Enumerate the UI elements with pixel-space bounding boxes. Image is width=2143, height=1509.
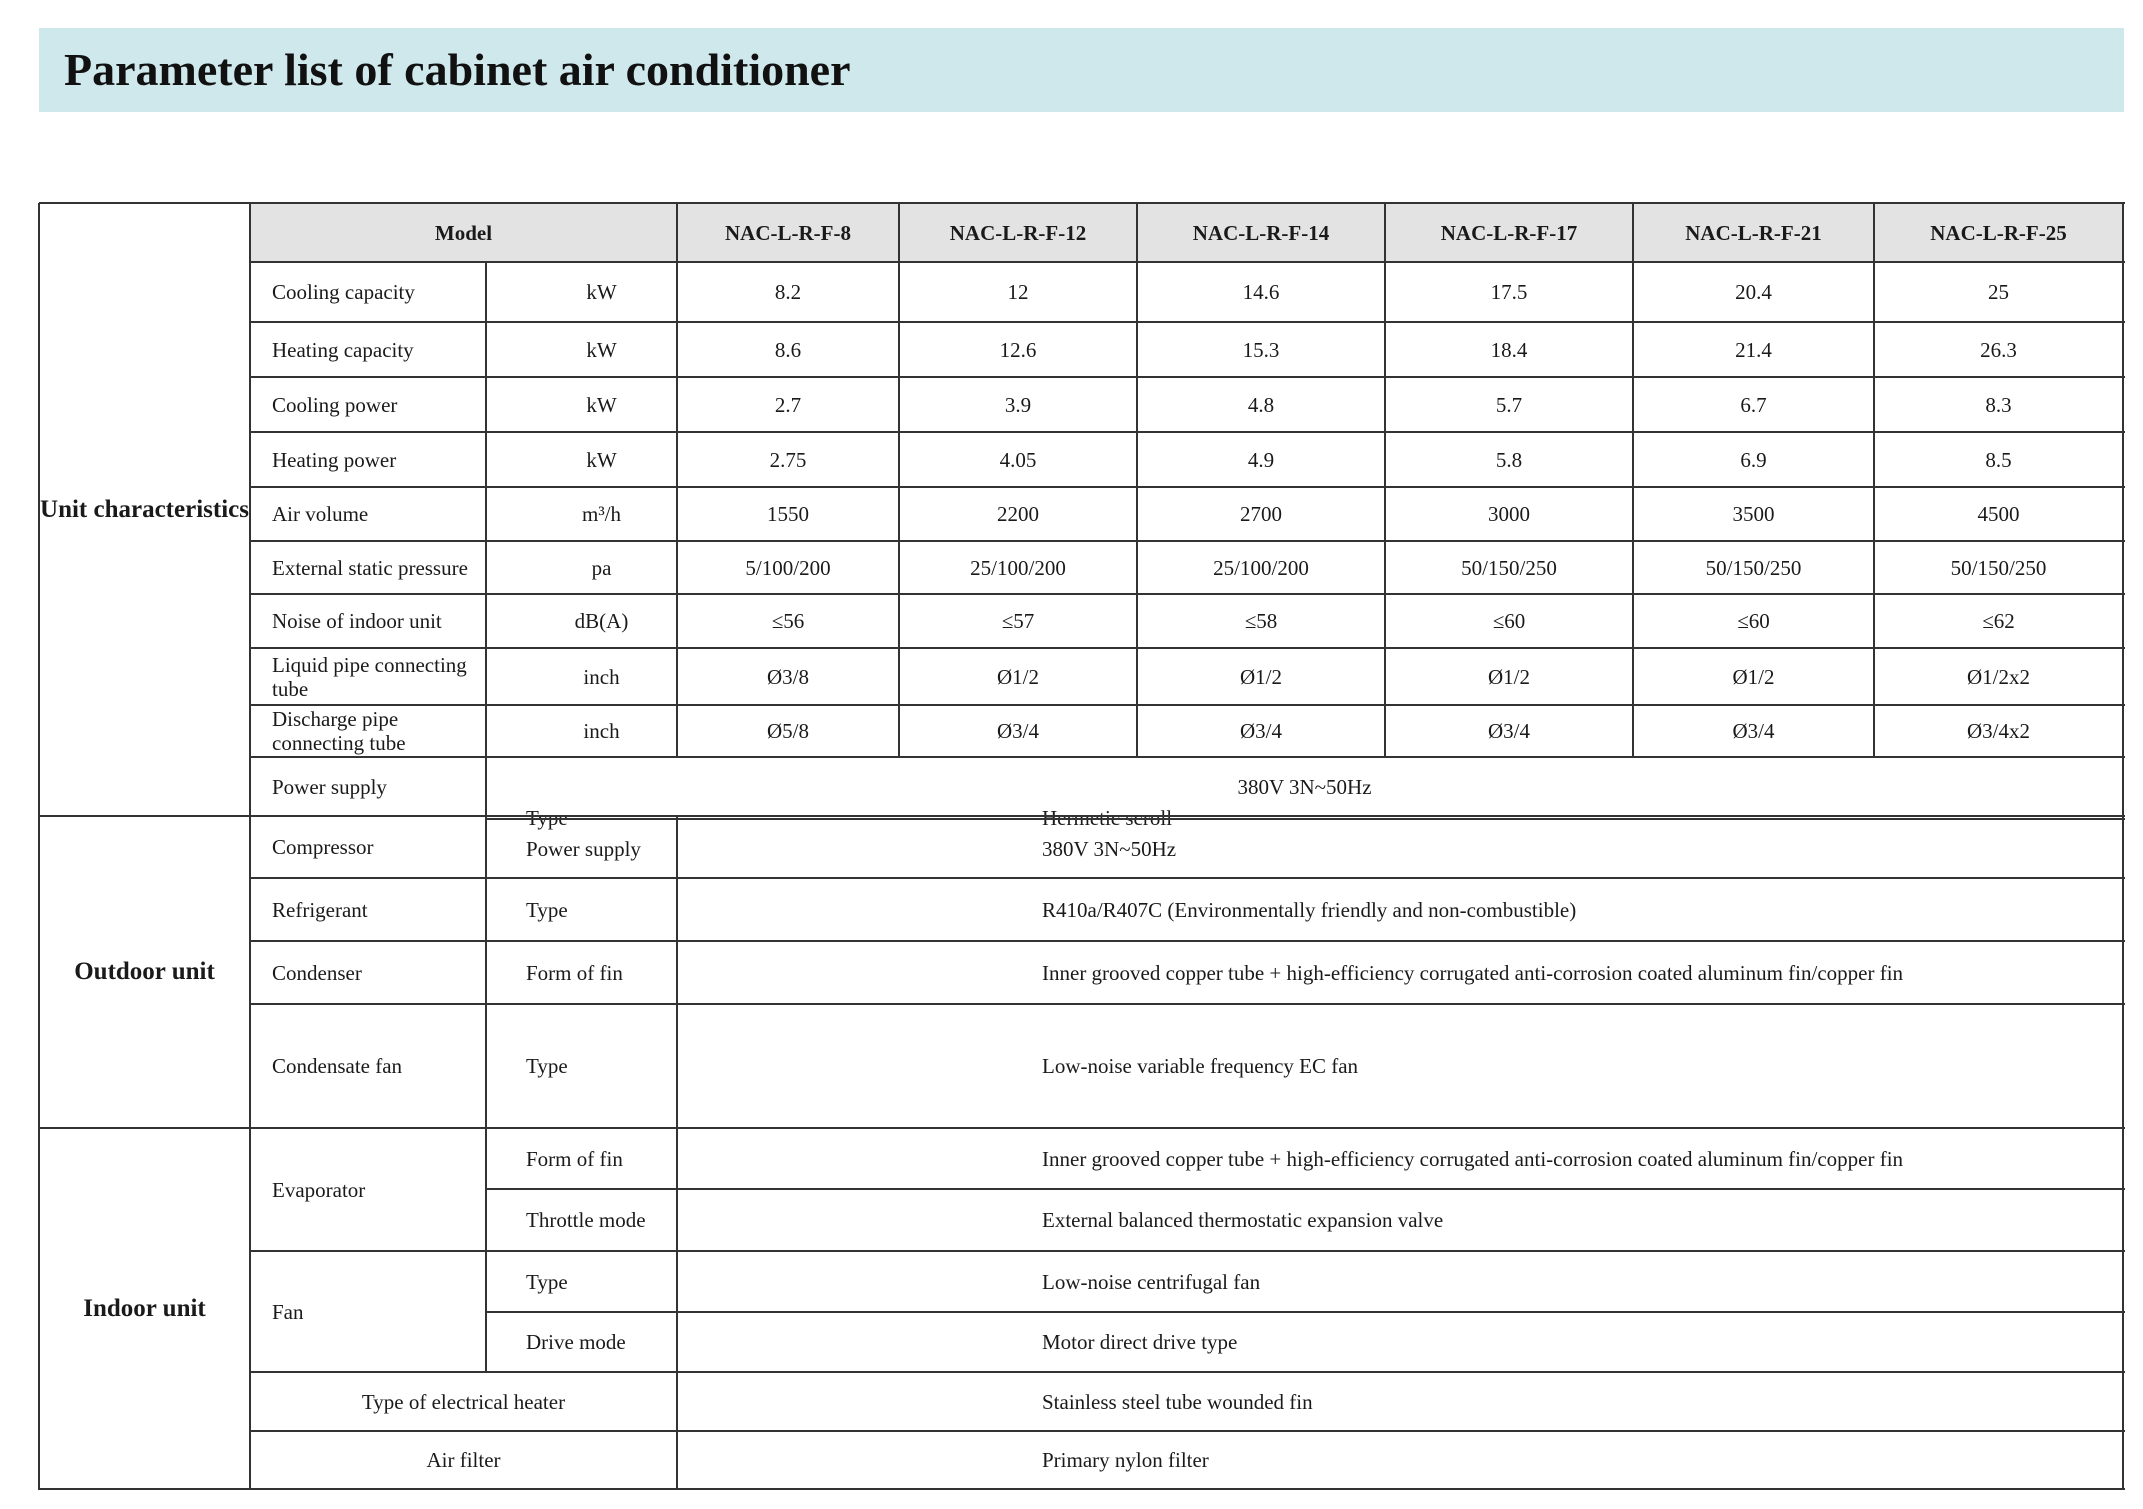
value-cell-text: 2.75: [769, 447, 807, 472]
section-unit-characteristics-text: Unit characteristics: [40, 495, 249, 523]
value-cell-text: ≤62: [1982, 609, 2015, 633]
refrigerant-type-label: [486, 878, 677, 941]
value-cell: [1385, 541, 1633, 594]
value-cell: [1874, 377, 2123, 432]
grid-line: [250, 940, 2125, 942]
grid-line: [1384, 203, 1386, 758]
model-column-header: [1137, 203, 1385, 262]
evaporator-fin-label: [486, 1128, 677, 1189]
param-label: [250, 594, 486, 648]
value-cell: [1874, 541, 2123, 594]
param-label-text: Liquid pipe connecting tube: [272, 652, 467, 701]
value-cell-text: 4.9: [1247, 447, 1275, 472]
filter-label-text: Air filter: [426, 1448, 501, 1472]
value-cell: [1633, 262, 1874, 322]
condenser-label: [250, 941, 486, 1004]
value-cell: [1874, 262, 2123, 322]
value-cell: [1137, 541, 1385, 594]
compressor-power-value-text: 380V 3N~50Hz: [1042, 836, 1177, 861]
param-label-text: Heating power: [272, 447, 397, 472]
param-label-text: Cooling power: [272, 392, 398, 417]
grid-line: [486, 1188, 2125, 1190]
unit-label-text: kW: [586, 280, 617, 304]
condensate-fan-type-value: [677, 1004, 2123, 1128]
unit-label-text: kW: [586, 337, 617, 362]
section-outdoor-unit-text: Outdoor unit: [74, 958, 215, 985]
compressor-power-label-text: Power supply: [526, 836, 641, 861]
value-cell: [1874, 432, 2123, 487]
condenser-fin-value: [677, 941, 2123, 1004]
refrigerant-type-value: [677, 878, 2123, 941]
model-header: [250, 203, 677, 262]
value-cell-text: 21.4: [1735, 337, 1772, 362]
param-label-text: Discharge pipe connecting tube: [272, 707, 406, 755]
value-cell-text: 8.2: [774, 280, 802, 304]
unit-label: [486, 322, 677, 377]
value-cell-text: Ø3/4: [1240, 719, 1282, 743]
power-supply-label: [250, 757, 486, 816]
value-cell: [677, 377, 899, 432]
refrigerant-label: [250, 878, 486, 941]
value-cell: [1633, 594, 1874, 648]
grid-line: [249, 203, 251, 1490]
grid-line: [676, 816, 678, 1129]
value-cell-text: 5.7: [1495, 392, 1523, 417]
grid-line: [250, 647, 2125, 649]
value-cell-text: 2.7: [774, 392, 802, 417]
grid-line: [676, 1128, 678, 1490]
value-cell: [1874, 487, 2123, 541]
heater-value-text: Stainless steel tube wounded fin: [1042, 1389, 1313, 1414]
unit-label: [486, 432, 677, 487]
value-cell-text: Ø3/4x2: [1967, 719, 2030, 743]
value-cell-text: 4.8: [1247, 392, 1275, 417]
value-cell: [1137, 377, 1385, 432]
unit-label: [486, 705, 677, 757]
model-column-header-text: NAC-L-R-F-25: [1930, 220, 2067, 245]
param-label-text: Cooling capacity: [272, 280, 415, 304]
value-cell: [899, 322, 1137, 377]
model-column-header: [1633, 203, 1874, 262]
model-column-header-text: NAC-L-R-F-21: [1685, 220, 1822, 245]
value-cell-text: ≤57: [1001, 609, 1035, 633]
page-title: Parameter list of cabinet air conditioner: [64, 44, 851, 95]
unit-label-text: kW: [586, 447, 617, 472]
evaporator-throttle-value-text: External balanced thermostatic expansion valve: [1042, 1208, 1444, 1232]
grid-line: [250, 593, 2125, 595]
fan-type-value-text: Low-noise centrifugal fan: [1042, 1269, 1261, 1294]
grid-line: [250, 321, 2125, 323]
evaporator-fin-label-text: Form of fin: [526, 1146, 623, 1171]
value-cell-text: Ø1/2x2: [1967, 664, 2030, 689]
value-cell: [899, 594, 1137, 648]
unit-label: [486, 594, 677, 648]
unit-label: [486, 262, 677, 322]
value-cell: [899, 487, 1137, 541]
value-cell-text: Ø1/2: [997, 664, 1039, 689]
condenser-label-text: Condenser: [272, 960, 362, 985]
model-column-header-text: NAC-L-R-F-8: [725, 220, 851, 245]
value-cell: [1137, 432, 1385, 487]
model-column-header: [899, 203, 1137, 262]
value-cell-text: 25: [1988, 280, 2009, 304]
value-cell: [677, 705, 899, 757]
value-cell: [1385, 648, 1633, 705]
value-cell-text: 15.3: [1242, 337, 1280, 362]
value-cell: [1633, 541, 1874, 594]
value-cell-text: 8.6: [774, 337, 802, 362]
value-cell: [1137, 262, 1385, 322]
value-cell-text: ≤60: [1737, 609, 1770, 633]
value-cell-text: ≤56: [771, 609, 805, 633]
value-cell: [899, 648, 1137, 705]
value-cell: [1137, 648, 1385, 705]
unit-label-text: m³/h: [582, 502, 621, 526]
value-cell: [1633, 377, 1874, 432]
param-label: [250, 262, 486, 322]
grid-line: [676, 203, 678, 758]
refrigerant-type-value-text: R410a/R407C (Environmentally friendly and non-combustible): [1042, 897, 1577, 922]
unit-label-text: kW: [586, 392, 617, 417]
value-cell: [677, 541, 899, 594]
value-cell-text: Ø3/4: [997, 719, 1039, 743]
value-cell-text: 5/100/200: [745, 555, 831, 580]
value-cell: [1874, 322, 2123, 377]
condensate-fan-type-label: [486, 1004, 677, 1128]
value-cell-text: 26.3: [1980, 337, 2017, 362]
power-supply-value: [486, 757, 2123, 816]
value-cell-text: 50/150/250: [1950, 555, 2047, 580]
value-cell: [1874, 594, 2123, 648]
value-cell: [1385, 705, 1633, 757]
grid-line: [250, 376, 2125, 378]
evaporator-throttle-value: [677, 1189, 2123, 1251]
value-cell-text: 4500: [1977, 502, 2020, 526]
value-cell-text: 50/150/250: [1461, 555, 1557, 580]
value-cell: [1385, 594, 1633, 648]
grid-line: [486, 818, 2125, 820]
model-column-header-text: NAC-L-R-F-12: [949, 220, 1087, 245]
value-cell: [1137, 705, 1385, 757]
heater-label-text: Type of electrical heater: [361, 1389, 566, 1414]
grid-line: [1632, 203, 1634, 758]
evaporator-throttle-label-text: Throttle mode: [526, 1208, 646, 1232]
value-cell-text: Ø5/8: [767, 719, 809, 743]
value-cell: [677, 594, 899, 648]
param-label-text: External static pressure: [272, 555, 468, 580]
value-cell-text: Ø1/2: [1732, 664, 1775, 689]
value-cell-text: 1550: [767, 502, 809, 526]
section-outdoor-unit: [39, 816, 250, 1128]
grid-line: [250, 704, 2125, 706]
value-cell-text: 6.7: [1740, 392, 1767, 417]
value-cell: [677, 487, 899, 541]
grid-line: [250, 540, 2125, 542]
value-cell: [899, 377, 1137, 432]
fan-drive-label-text: Drive mode: [526, 1330, 626, 1354]
model-column-header: [1385, 203, 1633, 262]
value-cell-text: 8.5: [1985, 447, 2012, 472]
value-cell-text: 20.4: [1735, 280, 1772, 304]
unit-label: [486, 648, 677, 705]
value-cell: [1385, 377, 1633, 432]
grid-line: [250, 877, 2125, 879]
value-cell: [899, 432, 1137, 487]
value-cell: [1137, 322, 1385, 377]
section-unit-characteristics: [39, 203, 250, 816]
value-cell: [899, 262, 1137, 322]
value-cell-text: 2200: [997, 502, 1039, 526]
evaporator-fin-value-text: Inner grooved copper tube + high-efficiency corrugated anti-corrosion coated aluminum fin/copper fin: [1042, 1146, 1904, 1171]
param-label-text: Air volume: [272, 502, 369, 526]
param-label: [250, 648, 486, 705]
filter-value: [677, 1431, 2123, 1489]
value-cell: [1385, 322, 1633, 377]
power-supply-value-text: 380V 3N~50Hz: [1237, 774, 1372, 799]
fan-label: [250, 1251, 486, 1372]
value-cell: [1385, 262, 1633, 322]
value-cell: [677, 322, 899, 377]
value-cell-text: 14.6: [1242, 280, 1280, 304]
filter-value-text: Primary nylon filter: [1042, 1448, 1209, 1472]
param-label-text: Noise of indoor unit: [272, 609, 442, 633]
param-label: [250, 487, 486, 541]
grid-line: [898, 203, 900, 758]
model-column-header: [677, 203, 899, 262]
grid-line: [250, 1430, 2125, 1432]
value-cell-text: 3.9: [1004, 392, 1032, 417]
value-cell-text: 6.9: [1740, 447, 1767, 472]
value-cell: [1874, 705, 2123, 757]
param-label: [250, 377, 486, 432]
param-label: [250, 322, 486, 377]
grid-line: [250, 1003, 2125, 1005]
value-cell-text: ≤58: [1244, 609, 1278, 633]
model-header-text: Model: [434, 220, 493, 245]
value-cell: [677, 432, 899, 487]
value-cell-text: 17.5: [1490, 280, 1528, 304]
refrigerant-type-label-text: Type: [526, 897, 568, 922]
param-label: [250, 432, 486, 487]
grid-line: [1873, 203, 1875, 758]
fan-type-value: [677, 1251, 2123, 1312]
unit-label-text: inch: [583, 664, 620, 689]
value-cell-text: Ø3/4: [1732, 719, 1775, 743]
param-label: [250, 541, 486, 594]
value-cell: [677, 648, 899, 705]
grid-line: [486, 1311, 2125, 1313]
heater-value: [677, 1372, 2123, 1431]
grid-line: [39, 202, 2125, 204]
model-column-header: [1874, 203, 2123, 262]
evaporator-label-text: Evaporator: [272, 1177, 366, 1202]
fan-drive-value-text: Motor direct drive type: [1042, 1330, 1238, 1354]
grid-line: [250, 261, 2125, 263]
value-cell: [1633, 432, 1874, 487]
evaporator-fin-value: [677, 1128, 2123, 1189]
model-column-header-text: NAC-L-R-F-14: [1192, 220, 1330, 245]
grid-line: [250, 1371, 2125, 1373]
value-cell-text: 25/100/200: [1213, 555, 1309, 580]
value-cell-text: Ø1/2: [1240, 664, 1282, 689]
fan-drive-value: [677, 1312, 2123, 1372]
grid-line: [39, 815, 2125, 817]
condensate-fan-label-text: Condensate fan: [272, 1054, 403, 1078]
value-cell-text: Ø3/8: [767, 664, 809, 689]
grid-line: [485, 816, 487, 1129]
value-cell-text: Ø1/2: [1488, 664, 1530, 689]
param-label-text: Heating capacity: [272, 337, 414, 362]
unit-label: [486, 541, 677, 594]
condenser-fin-value-text: Inner grooved copper tube + high-efficiency corrugated anti-corrosion coated aluminum fin/copper fin: [1042, 960, 1904, 985]
value-cell: [899, 705, 1137, 757]
condensate-fan-label: [250, 1004, 486, 1128]
heater-label: [250, 1372, 677, 1431]
grid-line: [2122, 203, 2124, 1490]
grid-line: [38, 203, 40, 1490]
filter-label: [250, 1431, 677, 1489]
fan-label-text: Fan: [272, 1299, 304, 1324]
compressor-power-label: [486, 819, 677, 878]
value-cell-text: 3000: [1488, 502, 1530, 526]
unit-label-text: dB(A): [574, 609, 629, 633]
value-cell: [1633, 487, 1874, 541]
grid-line: [250, 1250, 2125, 1252]
value-cell: [1633, 705, 1874, 757]
grid-line: [250, 756, 2125, 758]
unit-label: [486, 487, 677, 541]
value-cell-text: 12.6: [999, 337, 1037, 362]
value-cell: [1874, 648, 2123, 705]
condenser-fin-label: [486, 941, 677, 1004]
value-cell: [1385, 432, 1633, 487]
section-indoor-unit: [39, 1128, 250, 1489]
value-cell-text: 4.05: [999, 447, 1037, 472]
value-cell-text: 2700: [1240, 502, 1282, 526]
evaporator-throttle-label: [486, 1189, 677, 1251]
value-cell-text: 3500: [1732, 502, 1775, 526]
evaporator-label: [250, 1128, 486, 1251]
section-indoor-unit-text: Indoor unit: [83, 1294, 206, 1322]
value-cell: [1633, 648, 1874, 705]
compressor-label: [250, 816, 486, 878]
value-cell: [1633, 322, 1874, 377]
grid-line: [250, 486, 2125, 488]
grid-line: [250, 431, 2125, 433]
fan-drive-label: [486, 1312, 677, 1372]
value-cell-text: ≤60: [1492, 609, 1526, 633]
value-cell-text: 5.8: [1495, 447, 1523, 472]
fan-type-label: [486, 1251, 677, 1312]
compressor-power-value: [677, 819, 2123, 878]
grid-line: [485, 262, 487, 817]
value-cell: [1385, 487, 1633, 541]
power-supply-label-text: Power supply: [272, 774, 387, 799]
param-label: [250, 705, 486, 757]
grid-line: [39, 1488, 2125, 1490]
model-column-header-text: NAC-L-R-F-17: [1440, 220, 1578, 245]
unit-label: [486, 377, 677, 432]
value-cell-text: 25/100/200: [970, 555, 1066, 580]
value-cell: [1137, 487, 1385, 541]
refrigerant-label-text: Refrigerant: [272, 897, 368, 922]
value-cell-text: 50/150/250: [1705, 555, 1802, 580]
fan-type-label-text: Type: [526, 1269, 568, 1294]
condenser-fin-label-text: Form of fin: [526, 960, 623, 985]
value-cell-text: Ø3/4: [1488, 719, 1530, 743]
unit-label-text: pa: [591, 555, 612, 580]
value-cell-text: 18.4: [1490, 337, 1528, 362]
unit-label-text: inch: [583, 719, 620, 743]
value-cell: [677, 262, 899, 322]
value-cell: [1137, 594, 1385, 648]
value-cell-text: 8.3: [1985, 392, 2012, 417]
condensate-fan-type-value-text: Low-noise variable frequency EC fan: [1042, 1054, 1359, 1078]
value-cell-text: 12: [1007, 280, 1029, 304]
value-cell: [899, 541, 1137, 594]
condensate-fan-type-label-text: Type: [526, 1054, 568, 1078]
grid-line: [1136, 203, 1138, 758]
compressor-label-text: Compressor: [272, 835, 374, 859]
grid-line: [39, 1127, 2125, 1129]
